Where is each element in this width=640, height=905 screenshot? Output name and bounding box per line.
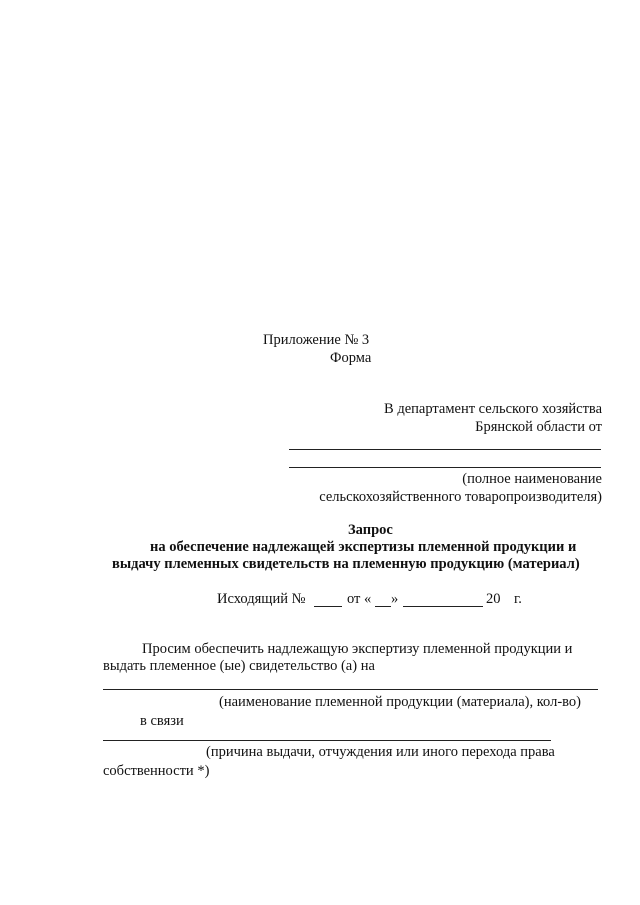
outgoing-number-label: Исходящий № [217,591,306,607]
reason-hint-line-1: (причина выдачи, отчуждения или иного перехода права [206,744,555,760]
reason-underline[interactable] [103,740,551,741]
addressee-line-1: В департамент сельского хозяйства [384,401,602,417]
in-connection-label: в связи [140,713,184,729]
request-paragraph-line-2: выдать племенное (ые) свидетельство (а) на [103,658,375,674]
document-title: Запрос [348,522,393,538]
outgoing-year-prefix: 20 [486,591,501,607]
outgoing-day-blank[interactable] [375,606,391,607]
applicant-hint-line-2: сельскохозяйственного товаропроизводителя) [319,489,602,505]
request-paragraph-line-1: Просим обеспечить надлежащую экспертизу племенной продукции и [142,641,573,657]
appendix-label: Приложение № 3 [263,332,370,348]
outgoing-date-from: от « [347,591,372,607]
document-subtitle-2: выдачу племенных свидетельств на племенную продукцию (материал) [112,556,580,572]
form-label: Форма [330,350,372,366]
product-underline[interactable] [103,689,598,690]
addressee-line-2: Брянской области от [475,419,602,435]
reason-hint-line-2: собственности *) [103,763,210,779]
outgoing-close-quote: » [391,591,399,607]
outgoing-year-suffix: г. [514,591,522,607]
applicant-name-underline-1[interactable] [289,449,601,450]
outgoing-month-blank[interactable] [403,606,483,607]
product-hint: (наименование племенной продукции (материала), кол-во) [219,694,582,710]
document-subtitle-1: на обеспечение надлежащей экспертизы племенной продукции и [150,539,577,555]
applicant-name-underline-2[interactable] [289,467,601,468]
applicant-hint-line-1: (полное наименование [462,471,602,487]
outgoing-number-blank[interactable] [314,606,342,607]
